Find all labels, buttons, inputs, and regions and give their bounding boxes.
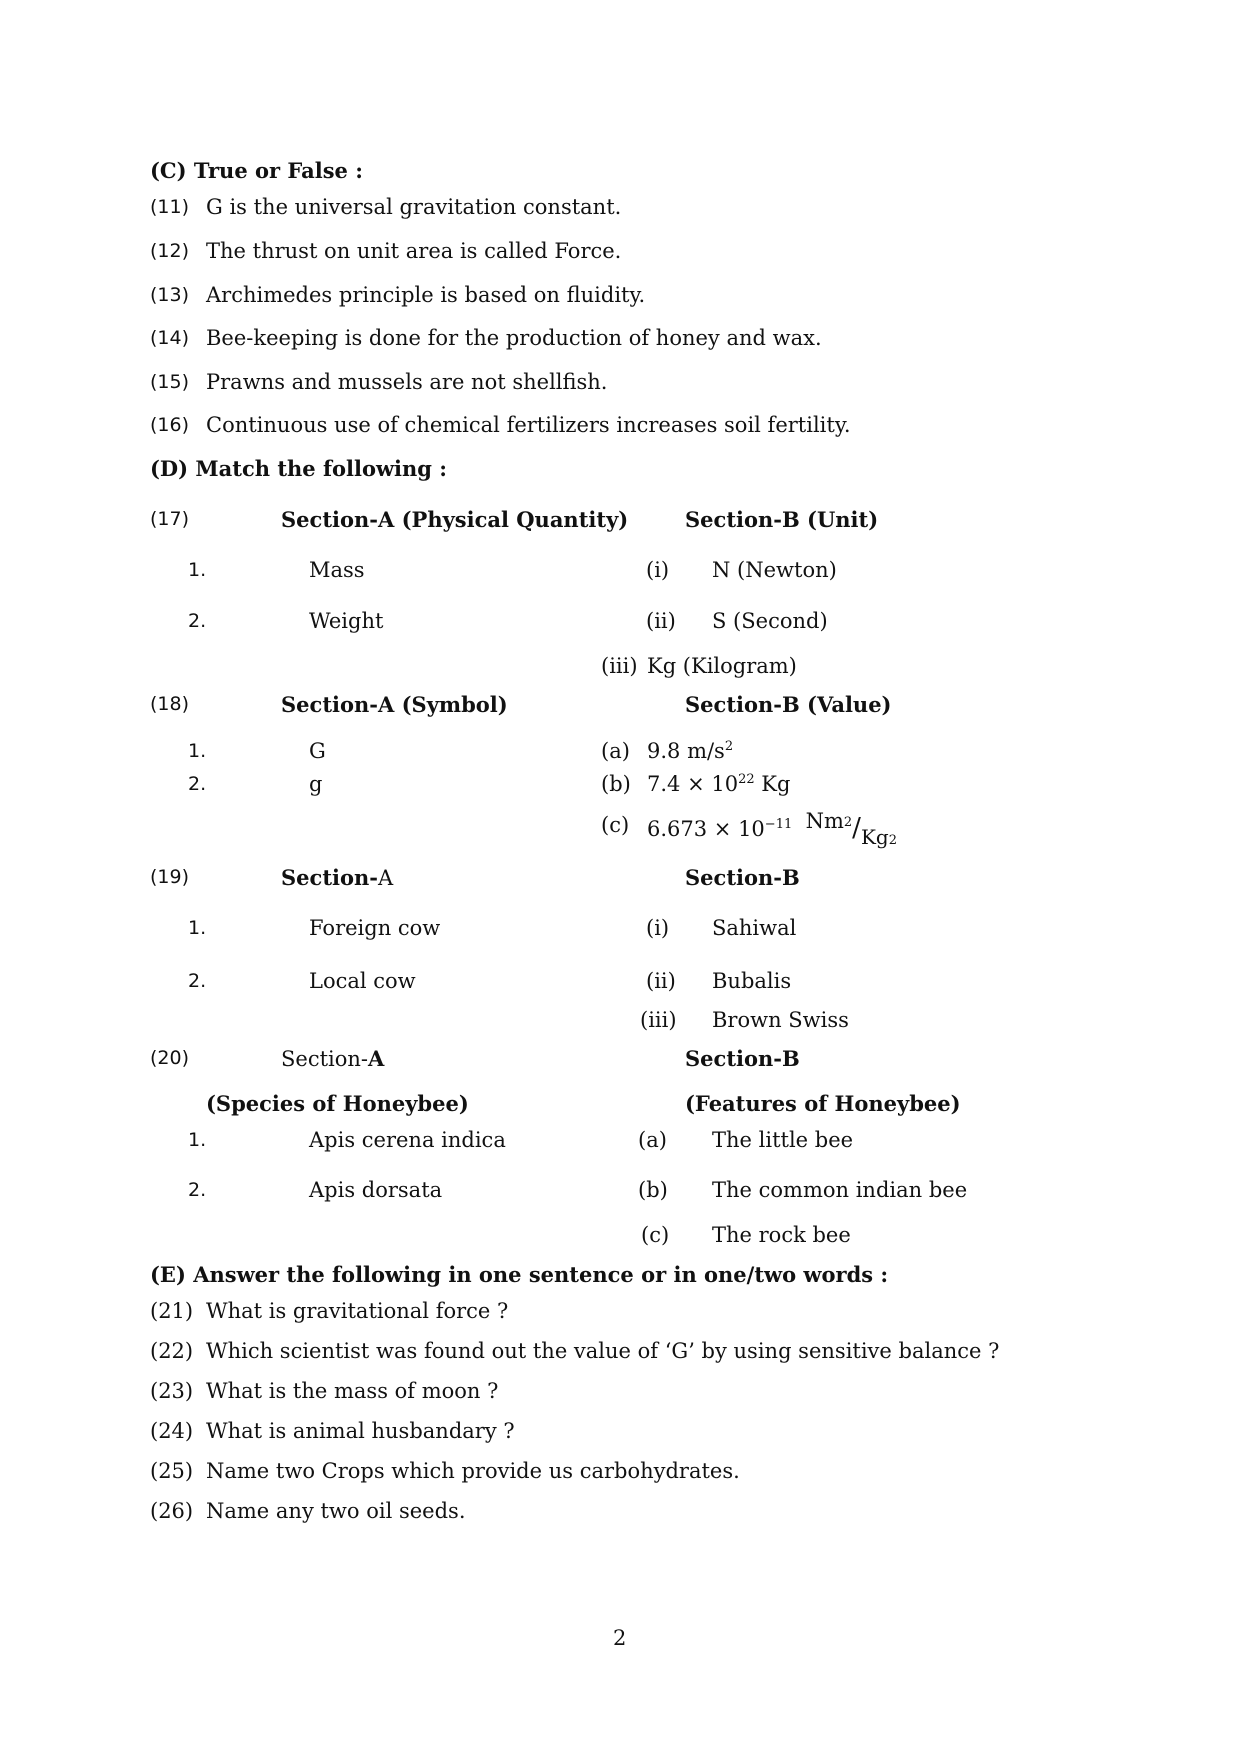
question-text: What is gravitational force ? xyxy=(206,1299,509,1323)
question-number: (19) xyxy=(150,866,190,888)
question-text: Name two Crops which provide us carbohydrates. xyxy=(206,1459,740,1483)
item-text: The little bee xyxy=(712,1128,854,1152)
item-text: Sahiwal xyxy=(712,916,797,940)
item-value: $6.673 \times 10^{-11}$ $Nm^2/Kg_2$ xyxy=(647,809,897,849)
item-value: $7.4 \times 10^{22}$ Kg xyxy=(647,772,791,796)
question-text: Bee-keeping is done for the production of honey and wax. xyxy=(206,326,822,350)
question-number: (20) xyxy=(150,1047,190,1069)
question-number: (12) xyxy=(150,240,190,262)
item-text: Mass xyxy=(309,558,365,582)
question-text: Continuous use of chemical fertilizers increases soil fertility. xyxy=(206,413,851,437)
item-label: (ii) xyxy=(646,609,676,633)
question-number: (25) xyxy=(150,1459,194,1483)
question-number: (21) xyxy=(150,1299,194,1323)
item-label: (iii) xyxy=(640,1008,677,1032)
item-label: (b) xyxy=(601,772,631,796)
item-text: G xyxy=(309,739,326,763)
section-b-heading: Section-B xyxy=(685,1046,800,1071)
item-text: The common indian bee xyxy=(712,1178,968,1202)
item-number: 2. xyxy=(188,610,207,632)
item-text: Apis cerena indica xyxy=(309,1128,506,1152)
item-number: 2. xyxy=(188,773,207,795)
question-number: (22) xyxy=(150,1339,194,1363)
question-text: Name any two oil seeds. xyxy=(206,1499,466,1523)
item-label: (iii) xyxy=(601,654,638,678)
item-label: (c) xyxy=(641,1223,670,1247)
question-number: (13) xyxy=(150,284,190,306)
section-a-heading: Section-A (Symbol) xyxy=(281,692,508,717)
section-a-heading: Section-A xyxy=(281,1046,385,1071)
item-label: (a) xyxy=(601,739,630,763)
item-number: 2. xyxy=(188,1179,207,1201)
section-a-heading: Section-A (Physical Quantity) xyxy=(281,507,629,532)
item-number: 1. xyxy=(188,559,207,581)
page-number: 2 xyxy=(613,1626,627,1650)
item-text: Kg (Kilogram) xyxy=(647,654,797,678)
item-label: (c) xyxy=(601,813,630,837)
question-number: (23) xyxy=(150,1379,194,1403)
section-b-subheading: (Features of Honeybee) xyxy=(685,1091,961,1116)
section-b-heading: Section-B xyxy=(685,865,800,890)
section-b-heading: Section-B (Unit) xyxy=(685,507,879,532)
item-text: N (Newton) xyxy=(712,558,837,582)
item-text: g xyxy=(309,772,323,796)
item-number: 1. xyxy=(188,740,207,762)
section-e-heading: (E) Answer the following in one sentence or in one/two words : xyxy=(150,1262,889,1287)
item-value: 9.8 $m/s^2$ xyxy=(647,739,734,763)
item-text: S (Second) xyxy=(712,609,828,633)
item-text: Weight xyxy=(309,609,384,633)
question-text: What is the mass of moon ? xyxy=(206,1379,499,1403)
question-text: Which scientist was found out the value of ‘G’ by using sensitive balance ? xyxy=(206,1339,1000,1363)
item-text: Local cow xyxy=(309,969,416,993)
question-number: (26) xyxy=(150,1499,194,1523)
item-label: (b) xyxy=(638,1178,668,1202)
item-label: (ii) xyxy=(646,969,676,993)
item-label: (i) xyxy=(646,916,670,940)
question-number: (11) xyxy=(150,196,190,218)
section-a-heading: Section-A xyxy=(281,865,394,890)
question-number: (17) xyxy=(150,508,190,530)
item-text: The rock bee xyxy=(712,1223,851,1247)
section-c-heading: (C) True or False : xyxy=(150,158,363,183)
item-number: 2. xyxy=(188,970,207,992)
item-text: Bubalis xyxy=(712,969,792,993)
question-text: The thrust on unit area is called Force. xyxy=(206,239,622,263)
question-text: Prawns and mussels are not shellfish. xyxy=(206,370,608,394)
item-text: Foreign cow xyxy=(309,916,441,940)
question-number: (16) xyxy=(150,414,190,436)
question-number: (18) xyxy=(150,693,190,715)
item-text: Apis dorsata xyxy=(309,1178,443,1202)
item-text: Brown Swiss xyxy=(712,1008,849,1032)
question-number: (24) xyxy=(150,1419,194,1443)
question-text: What is animal husbandary ? xyxy=(206,1419,515,1443)
question-number: (14) xyxy=(150,327,190,349)
question-text: G is the universal gravitation constant. xyxy=(206,195,622,219)
item-number: 1. xyxy=(188,917,207,939)
section-a-subheading: (Species of Honeybee) xyxy=(206,1091,469,1116)
question-text: Archimedes principle is based on fluidity. xyxy=(206,283,646,307)
question-number: (15) xyxy=(150,371,190,393)
item-number: 1. xyxy=(188,1129,207,1151)
section-d-heading: (D) Match the following : xyxy=(150,456,448,481)
item-label: (a) xyxy=(638,1128,667,1152)
item-label: (i) xyxy=(646,558,670,582)
section-b-heading: Section-B (Value) xyxy=(685,692,892,717)
